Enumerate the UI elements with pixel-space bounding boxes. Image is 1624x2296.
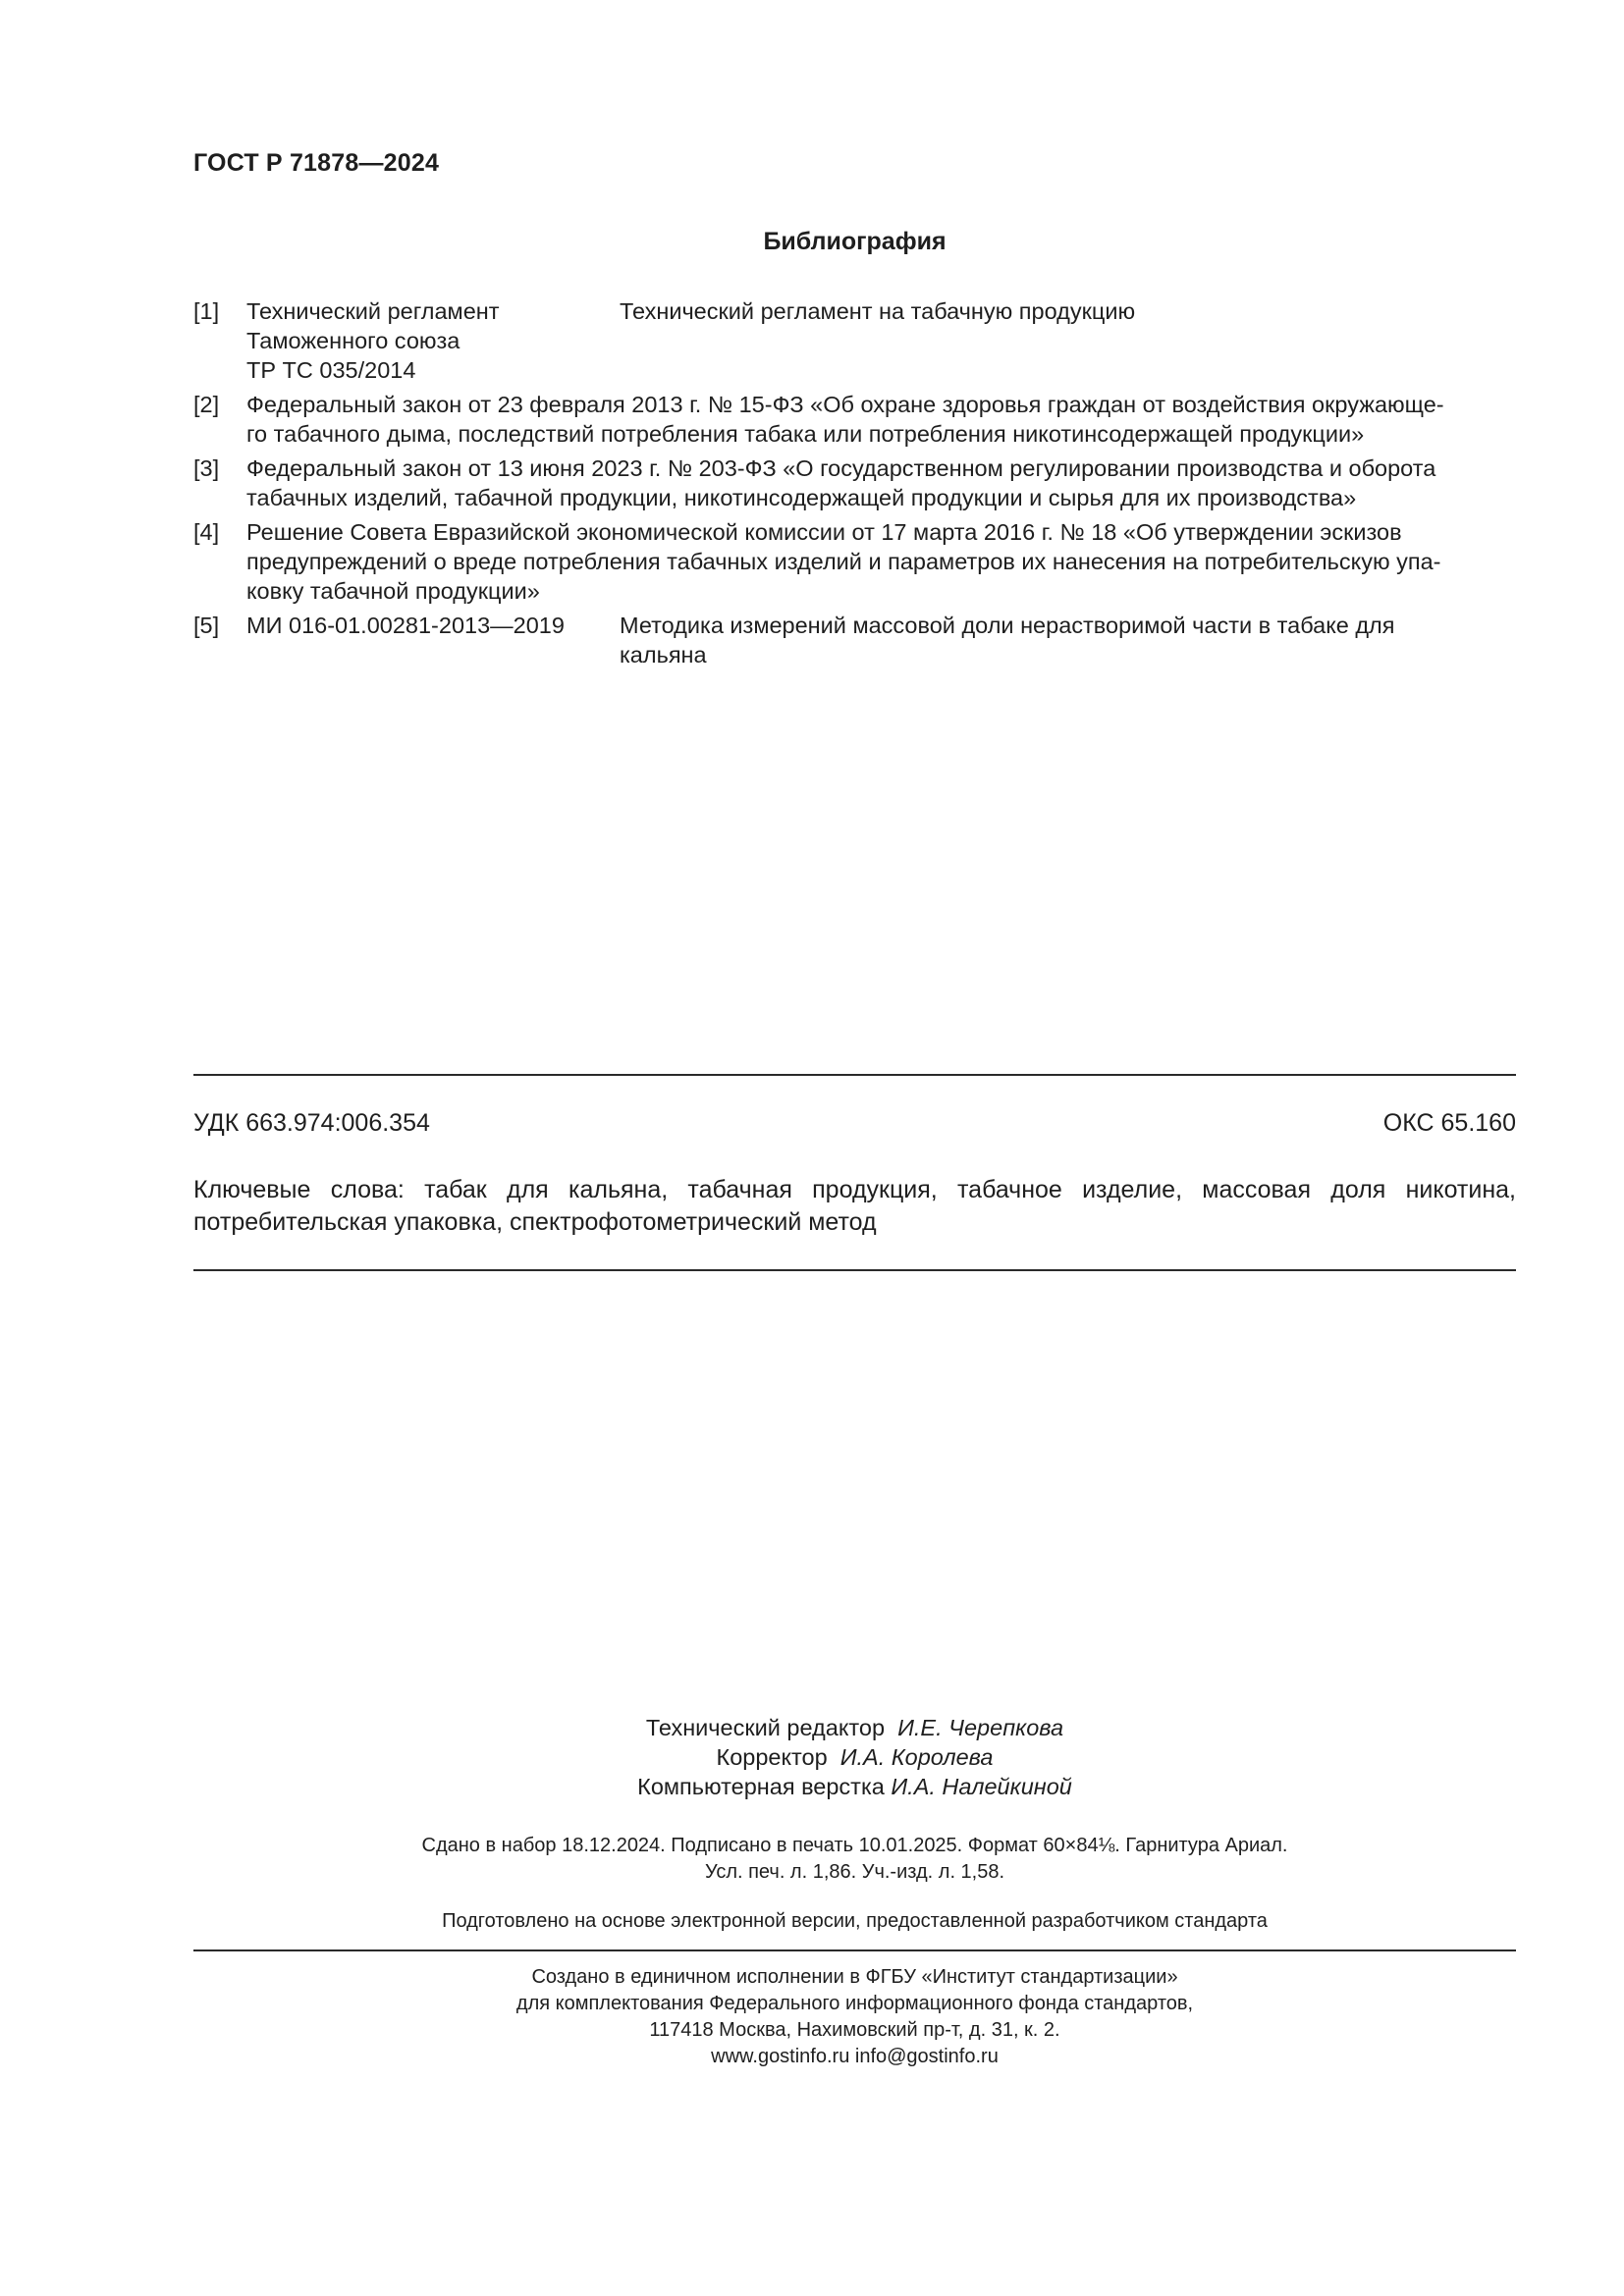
created-line: 117418 Москва, Нахимовский пр-т, д. 31, к. 2. bbox=[649, 2019, 1060, 2041]
bibliography-item-text bbox=[246, 390, 1516, 449]
divider-top bbox=[193, 1074, 1516, 1076]
designation-line: Технический регламент bbox=[246, 298, 500, 324]
layout-name: И.А. Налейкиной bbox=[891, 1774, 1072, 1799]
created-line: для комплектования Федерального информационного фонда стандартов, bbox=[515, 1993, 1194, 2014]
editors-block bbox=[193, 1713, 1516, 1801]
keywords-line: Ключевые слова: табак для кальяна, табачная продукция, табачное изделие, массовая доля никотина, bbox=[193, 1176, 1516, 1203]
created-block bbox=[193, 1964, 1516, 2070]
prepared-note: Подготовлено на основе электронной версии, предоставленной разработчиком стандарта bbox=[442, 1910, 1268, 1932]
text-line: ковку табачной продукции» bbox=[246, 578, 540, 604]
bibliography-item-number: [4] bbox=[193, 519, 220, 545]
bibliography-item-3 bbox=[193, 454, 1516, 512]
divider-bottom bbox=[193, 1949, 1516, 1951]
imprint-block bbox=[193, 1833, 1516, 1886]
divider-middle bbox=[193, 1269, 1516, 1271]
bibliography-item-text bbox=[246, 454, 1516, 512]
bibliography-item-number: [5] bbox=[193, 613, 220, 638]
created-line: Создано в единичном исполнении в ФГБУ «Институт стандартизации» bbox=[531, 1966, 1178, 1988]
bibliography-item-designation bbox=[246, 611, 620, 669]
bibliography-item-2 bbox=[193, 390, 1516, 449]
corrector-label: Корректор bbox=[716, 1744, 828, 1770]
bibliography-item-designation bbox=[246, 296, 620, 385]
text-line: Решение Совета Евразийской экономической комиссии от 17 марта 2016 г. № 18 «Об утверждении эскизов bbox=[246, 519, 1402, 545]
imprint-line: Усл. печ. л. 1,86. Уч.-изд. л. 1,58. bbox=[704, 1861, 1005, 1883]
bibliography-title: Библиография bbox=[763, 228, 947, 255]
bibliography-item-number: [3] bbox=[193, 455, 220, 481]
keywords bbox=[193, 1174, 1516, 1239]
keywords-line: потребительская упаковка, спектрофотометрический метод bbox=[193, 1208, 877, 1236]
oks-code: ОКС 65.160 bbox=[1382, 1109, 1516, 1137]
title-line: кальяна bbox=[620, 642, 707, 667]
tech-editor-row bbox=[193, 1713, 1516, 1742]
tech-editor-name: И.Е. Черепкова bbox=[897, 1715, 1064, 1740]
text-line: Федеральный закон от 13 июня 2023 г. № 203-ФЗ «О государственном регулировании производства и оборота bbox=[246, 455, 1436, 481]
corrector-name: И.А. Королева bbox=[839, 1744, 994, 1770]
text-line: табачных изделий, табачной продукции, никотинсодержащей продукции и сырья для их производства» bbox=[246, 485, 1357, 510]
standard-code: ГОСТ Р 71878—2024 bbox=[193, 149, 440, 177]
bibliography-item-title bbox=[620, 611, 1516, 669]
text-line: предупреждений о вреде потребления табачных изделий и параметров их нанесения на потребительскую упа- bbox=[246, 549, 1441, 574]
title-line: Технический регламент на табачную продукцию bbox=[620, 298, 1136, 324]
created-line: www.gostinfo.ru info@gostinfo.ru bbox=[711, 2046, 999, 2067]
designation-line: Таможенного союза bbox=[246, 328, 460, 353]
bibliography-item-4 bbox=[193, 517, 1516, 606]
bibliography-item-number: [1] bbox=[193, 298, 220, 324]
bibliography-list bbox=[193, 296, 1516, 674]
corrector-row bbox=[193, 1742, 1516, 1772]
title-line: Методика измерений массовой доли нерастворимой части в табаке для bbox=[620, 613, 1395, 638]
designation-line: ТР ТС 035/2014 bbox=[246, 357, 416, 383]
bibliography-item-number: [2] bbox=[193, 392, 220, 417]
layout-row bbox=[193, 1772, 1516, 1801]
imprint-line: Сдано в набор 18.12.2024. Подписано в печать 10.01.2025. Формат 60×84⅛. Гарнитура Ариал. bbox=[421, 1835, 1288, 1856]
bibliography-item-5 bbox=[193, 611, 1516, 669]
bibliography-item-title bbox=[620, 296, 1516, 385]
text-line: го табачного дыма, последствий потребления табака или потребления никотинсодержащей продукции» bbox=[246, 421, 1365, 447]
designation-line: МИ 016-01.00281-2013—2019 bbox=[246, 613, 565, 638]
bibliography-item-1 bbox=[193, 296, 1516, 385]
bibliography-item-text bbox=[246, 517, 1516, 606]
layout-label: Компьютерная верстка bbox=[637, 1774, 885, 1799]
udk-code: УДК 663.974:006.354 bbox=[193, 1109, 430, 1137]
text-line: Федеральный закон от 23 февраля 2013 г. № 15-ФЗ «Об охране здоровья граждан от воздействия окружающе- bbox=[246, 392, 1444, 417]
tech-editor-label: Технический редактор bbox=[645, 1715, 886, 1740]
